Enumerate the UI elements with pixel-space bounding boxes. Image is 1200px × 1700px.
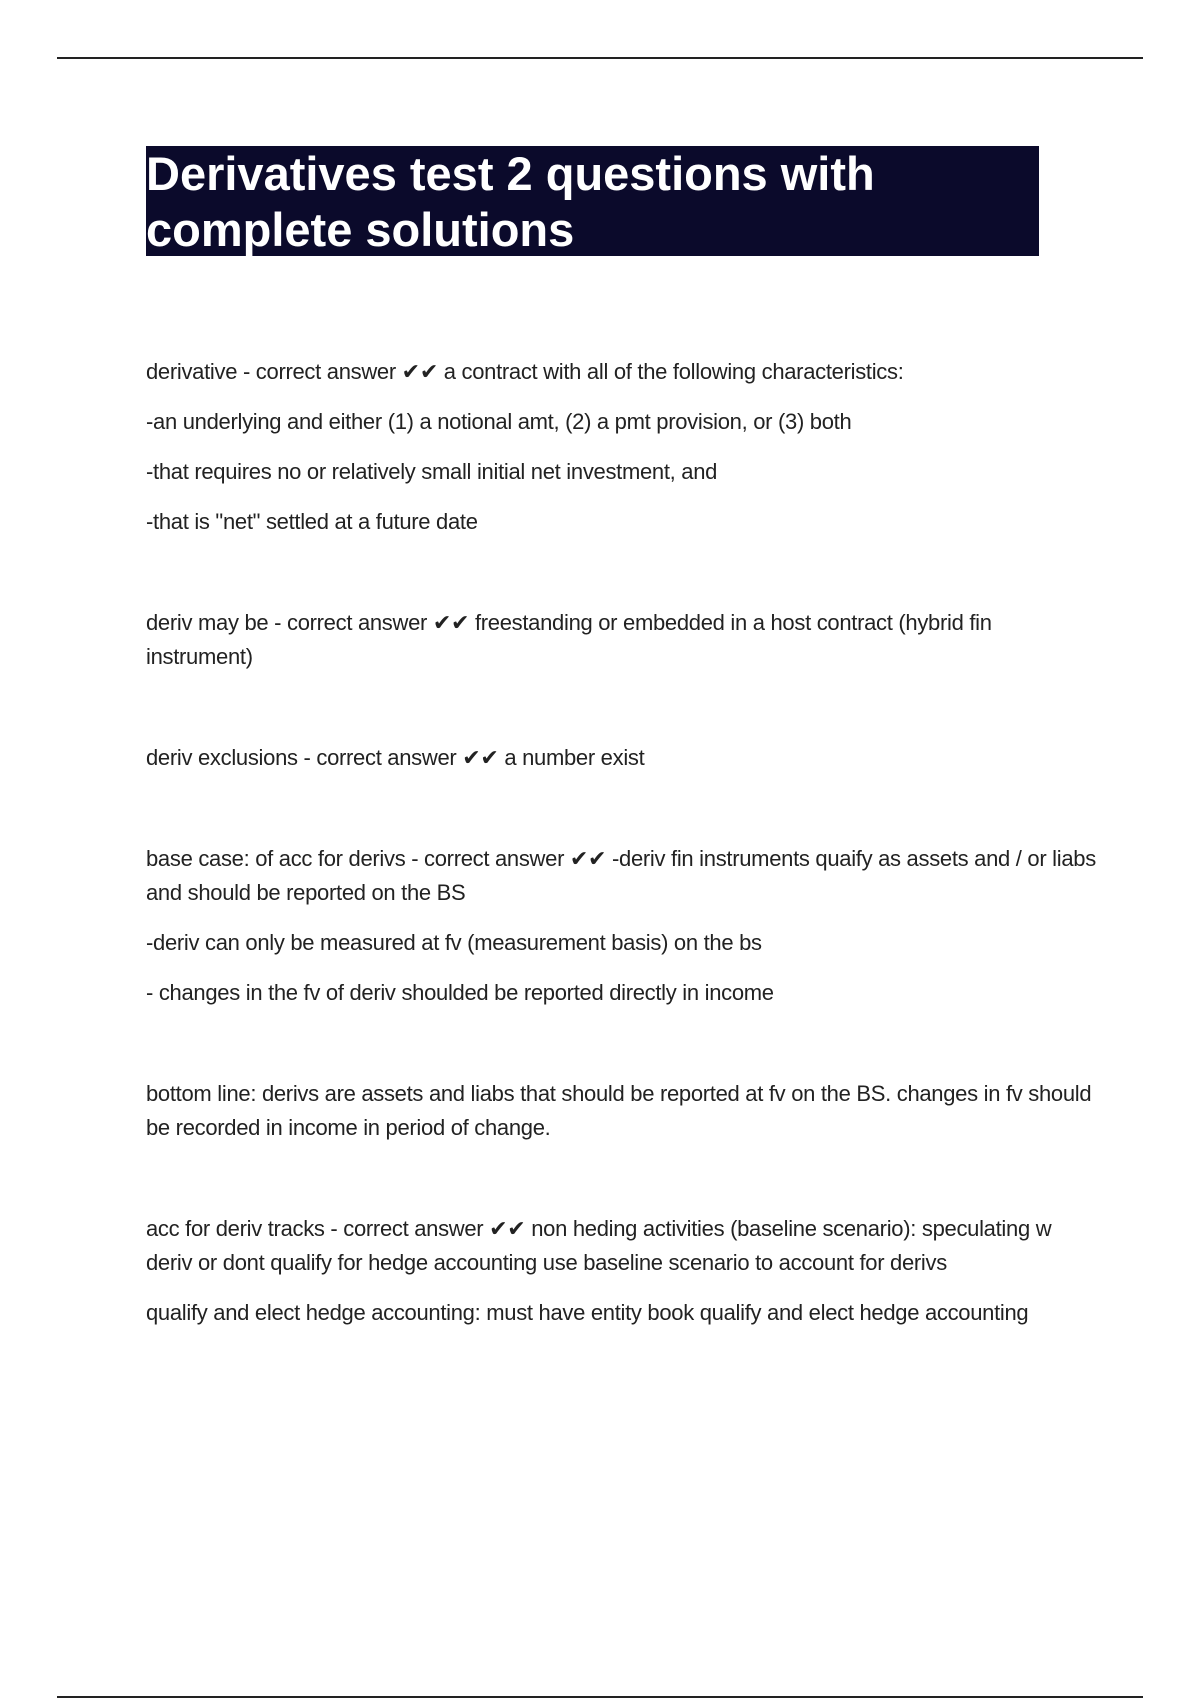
paragraph: base case: of acc for derivs - correct answer ✔✔ -deriv fin instruments quaify as assets and / or liabs and should be reported on the BS xyxy=(146,846,1096,905)
paragraph: deriv may be - correct answer ✔✔ freestanding or embedded in a host contract (hybrid fin instrument) xyxy=(146,610,992,669)
paragraph: derivative - correct answer ✔✔ a contract with all of the following characteristics: xyxy=(146,359,904,384)
qa-entry-deriv-tracks xyxy=(146,1212,1096,1330)
title-banner xyxy=(146,146,1039,256)
paragraph: -that is "net" settled at a future date xyxy=(146,509,478,534)
footer-rule xyxy=(57,1696,1143,1698)
qa-entry-deriv-may-be xyxy=(146,606,1096,674)
paragraph: deriv exclusions - correct answer ✔✔ a number exist xyxy=(146,745,645,770)
paragraph: qualify and elect hedge accounting: must have entity book qualify and elect hedge accounting xyxy=(146,1300,1029,1325)
paragraph: acc for deriv tracks - correct answer ✔✔ non heding activities (baseline scenario): speculating w deriv or dont qualify for hedge accounting use baseline scenario to account for derivs xyxy=(146,1216,1052,1275)
document-body xyxy=(146,355,1096,1330)
paragraph: bottom line: derivs are assets and liabs that should be reported at fv on the BS. changes in fv should be recorded in income in period of change. xyxy=(146,1081,1092,1140)
qa-entry-deriv-exclusions xyxy=(146,741,1096,775)
qa-entry-bottom-line xyxy=(146,1077,1096,1145)
paragraph: -an underlying and either (1) a notional amt, (2) a pmt provision, or (3) both xyxy=(146,409,852,434)
qa-entry-derivative xyxy=(146,355,1096,539)
paragraph: - changes in the fv of deriv shoulded be reported directly in income xyxy=(146,980,774,1005)
paragraph: -that requires no or relatively small initial net investment, and xyxy=(146,459,718,484)
header-rule xyxy=(57,57,1143,59)
qa-entry-base-case xyxy=(146,842,1096,1010)
paragraph: -deriv can only be measured at fv (measurement basis) on the bs xyxy=(146,930,762,955)
document-title: Derivatives test 2 questions with complete solutions xyxy=(146,147,875,256)
